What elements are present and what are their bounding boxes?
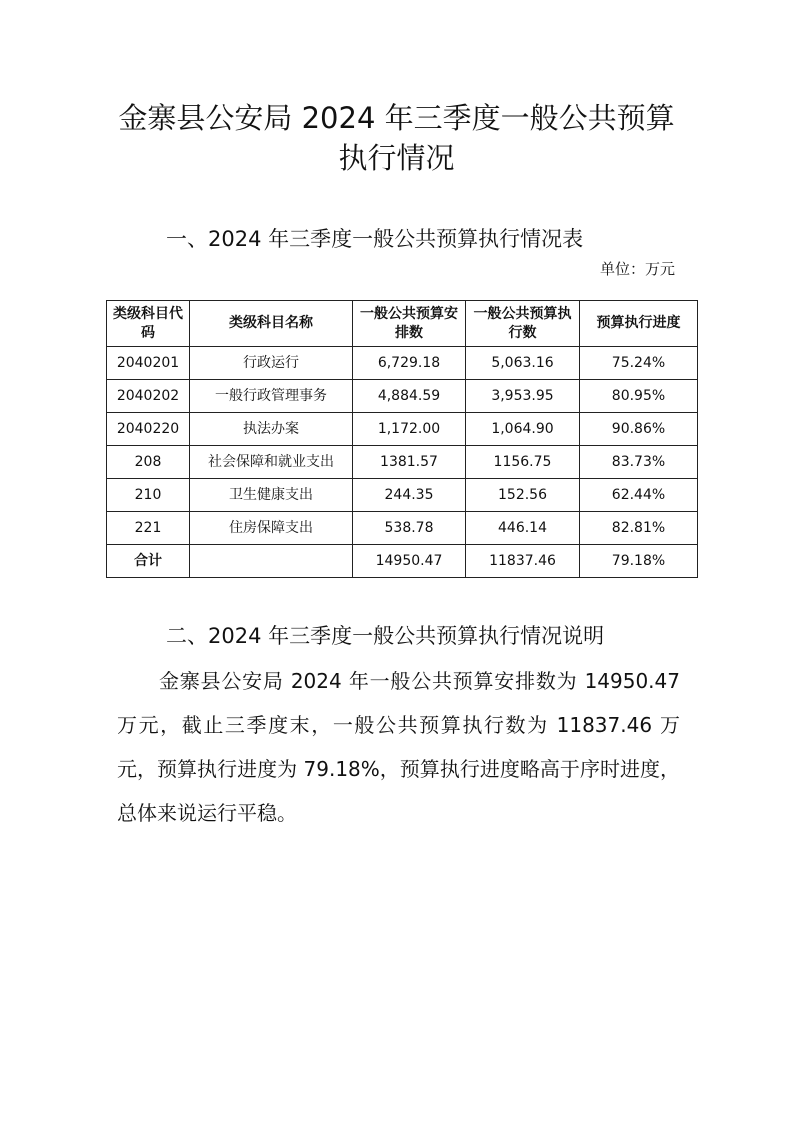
- cell-code: 2040220: [107, 413, 190, 446]
- cell-executed: 1,064.90: [466, 413, 580, 446]
- table-row: [107, 380, 698, 413]
- cell-code: 2040201: [107, 347, 190, 380]
- cell-name: 住房保障支出: [190, 512, 353, 545]
- cell-code: 2040202: [107, 380, 190, 413]
- total-progress: 79.18%: [580, 545, 698, 578]
- header-executed: 一般公共预算执行数: [466, 301, 580, 347]
- header-code: 类级科目代码: [107, 301, 190, 347]
- cell-budget: 244.35: [353, 479, 466, 512]
- total-name: [190, 545, 353, 578]
- cell-progress: 83.73%: [580, 446, 698, 479]
- cell-code: 208: [107, 446, 190, 479]
- cell-executed: 3,953.95: [466, 380, 580, 413]
- table-row: [107, 413, 698, 446]
- cell-name: 卫生健康支出: [190, 479, 353, 512]
- cell-progress: 62.44%: [580, 479, 698, 512]
- cell-progress: 82.81%: [580, 512, 698, 545]
- table-total-row: [107, 545, 698, 578]
- cell-budget: 4,884.59: [353, 380, 466, 413]
- table-row: [107, 347, 698, 380]
- unit-label: 单位：万元: [599, 260, 675, 278]
- cell-budget: 6,729.18: [353, 347, 466, 380]
- document-title-line-1: 金寨县公安局 2024 年三季度一般公共预算: [118, 101, 675, 135]
- table-row: [107, 512, 698, 545]
- cell-name: 执法办案: [190, 413, 353, 446]
- section-1-heading: 一、2024 年三季度一般公共预算执行情况表: [166, 227, 584, 251]
- table-row: [107, 446, 698, 479]
- total-budget: 14950.47: [353, 545, 466, 578]
- cell-progress: 75.24%: [580, 347, 698, 380]
- table-row: [107, 479, 698, 512]
- cell-executed: 446.14: [466, 512, 580, 545]
- section-2-heading: 二、2024 年三季度一般公共预算执行情况说明: [166, 624, 605, 648]
- cell-budget: 538.78: [353, 512, 466, 545]
- cell-code: 221: [107, 512, 190, 545]
- cell-name: 行政运行: [190, 347, 353, 380]
- table-header-row: [107, 301, 698, 347]
- total-executed: 11837.46: [466, 545, 580, 578]
- header-progress: 预算执行进度: [580, 301, 698, 347]
- cell-executed: 5,063.16: [466, 347, 580, 380]
- cell-budget: 1,172.00: [353, 413, 466, 446]
- cell-progress: 90.86%: [580, 413, 698, 446]
- cell-executed: 152.56: [466, 479, 580, 512]
- header-name: 类级科目名称: [190, 301, 353, 347]
- cell-name: 一般行政管理事务: [190, 380, 353, 413]
- cell-code: 210: [107, 479, 190, 512]
- cell-name: 社会保障和就业支出: [190, 446, 353, 479]
- explanation-paragraph: 金寨县公安局 2024 年一般公共预算安排数为 14950.47 万元，截止三季度末，一般公共预算执行数为 11837.46 万元，预算执行进度为 79.18%，预算执行进度略高于序时进度，总体来说运行平稳。: [117, 669, 680, 825]
- cell-progress: 80.95%: [580, 380, 698, 413]
- total-label: 合计: [107, 545, 190, 578]
- budget-execution-table: [106, 300, 698, 578]
- cell-budget: 1381.57: [353, 446, 466, 479]
- header-budget: 一般公共预算安排数: [353, 301, 466, 347]
- document-title-line-2: 执行情况: [338, 141, 455, 175]
- cell-executed: 1156.75: [466, 446, 580, 479]
